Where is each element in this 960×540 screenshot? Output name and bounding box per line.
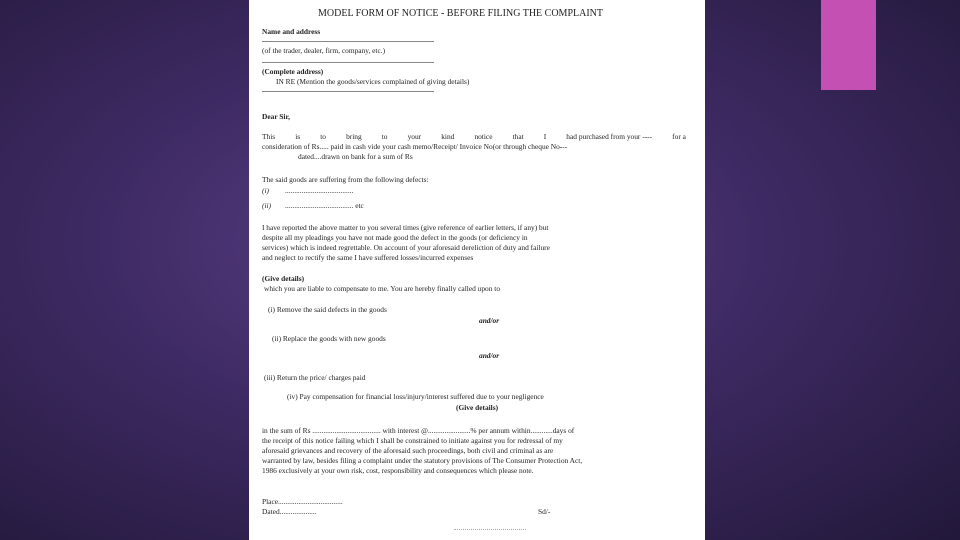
remedy-item: (iii) Return the price/ charges paid xyxy=(264,373,366,382)
notice-title: MODEL FORM OF NOTICE - BEFORE FILING THE COMPLAINT xyxy=(318,8,604,19)
place-line: Place................................... xyxy=(262,497,343,506)
defect-item: ..................................... etc xyxy=(285,201,364,210)
name-address-rule xyxy=(262,41,434,42)
complete-address-label: (Complete address) xyxy=(262,67,324,76)
liable-line: which you are liable to compensate to me. You are hereby finally called upon to xyxy=(264,284,501,293)
word: to xyxy=(381,132,388,141)
para1-line3: dated....drawn on bank for a sum of Rs xyxy=(298,152,413,161)
sum-line5: 1986 exclusively at your own risk, cost, responsibility and consequences which please note. xyxy=(262,466,534,475)
address-rule xyxy=(262,62,434,63)
word: to xyxy=(320,132,326,141)
remedy-item: (i) Remove the said defects in the goods xyxy=(268,305,387,314)
word: had purchased from your ---- xyxy=(566,132,653,141)
word: for a xyxy=(672,132,686,141)
defect-item: ..................................... xyxy=(285,186,354,195)
accent-bar xyxy=(821,0,876,90)
para1-line2: consideration of Rs..... paid in cash vide your cash memo/Receipt/ Invoice No(or through cheque No--- xyxy=(262,142,568,151)
trader-note: (of the trader, dealer, firm, company, etc.) xyxy=(262,46,386,55)
remedy-item: (ii) Replace the goods with new goods xyxy=(272,334,386,343)
signature: Sd/- xyxy=(538,507,551,516)
remedy-join: and/or xyxy=(479,316,500,325)
para2-line2: despite all my pleadings you have not made good the defect in the goods (or deficiency in xyxy=(262,233,528,242)
defect-num: (ii) xyxy=(262,201,272,210)
give-details-label: (Give details) xyxy=(262,274,305,283)
word: bring xyxy=(346,132,362,141)
word: kind xyxy=(441,132,455,141)
footer-mark xyxy=(454,529,526,530)
salutation: Dear Sir, xyxy=(262,112,290,121)
sum-line3: aforesaid grievances and recovery of the aforesaid such proceedings, both civil and criminal as are xyxy=(262,446,554,455)
word: that xyxy=(512,132,524,141)
para2-line3: services) which is indeed regrettable. On account of your aforesaid dereliction of duty and failure xyxy=(262,243,550,252)
remedy-join: (Give details) xyxy=(456,403,499,412)
remedy-join: and/or xyxy=(479,351,500,360)
para1-line1 xyxy=(262,132,686,141)
para2-line1: I have reported the above matter to you several times (give reference of earlier letters, if any) but xyxy=(262,223,549,232)
para2-line4: and neglect to rectify the same I have suffered losses/incurred expenses xyxy=(262,253,474,262)
remedy-item: (iv) Pay compensation for financial loss/injury/interest suffered due to your negligence xyxy=(287,392,544,401)
dated-line: Dated.................... xyxy=(262,507,317,516)
in-re-rule xyxy=(262,91,434,92)
document-page xyxy=(249,0,705,540)
sum-line2: the receipt of this notice failing which I shall be constrained to initiate against you for redressal of my xyxy=(262,436,563,445)
sum-line4: warranted by law, besides filing a complaint under the statutory provisions of The Consumer Protection Act, xyxy=(262,456,583,465)
defects-intro: The said goods are suffering from the following defects: xyxy=(262,175,429,184)
in-re-line: IN RE (Mention the goods/services complained of giving details) xyxy=(276,77,470,86)
word: your xyxy=(407,132,422,141)
word: notice xyxy=(474,132,493,141)
word: is xyxy=(295,132,301,141)
word: I xyxy=(543,132,547,141)
word: This xyxy=(262,132,276,141)
name-address-heading: Name and address xyxy=(262,27,321,36)
sum-line1: in the sum of Rs ..................................... with interest @.......................% per annum within............days of xyxy=(262,426,575,435)
defect-num: (i) xyxy=(262,186,269,195)
